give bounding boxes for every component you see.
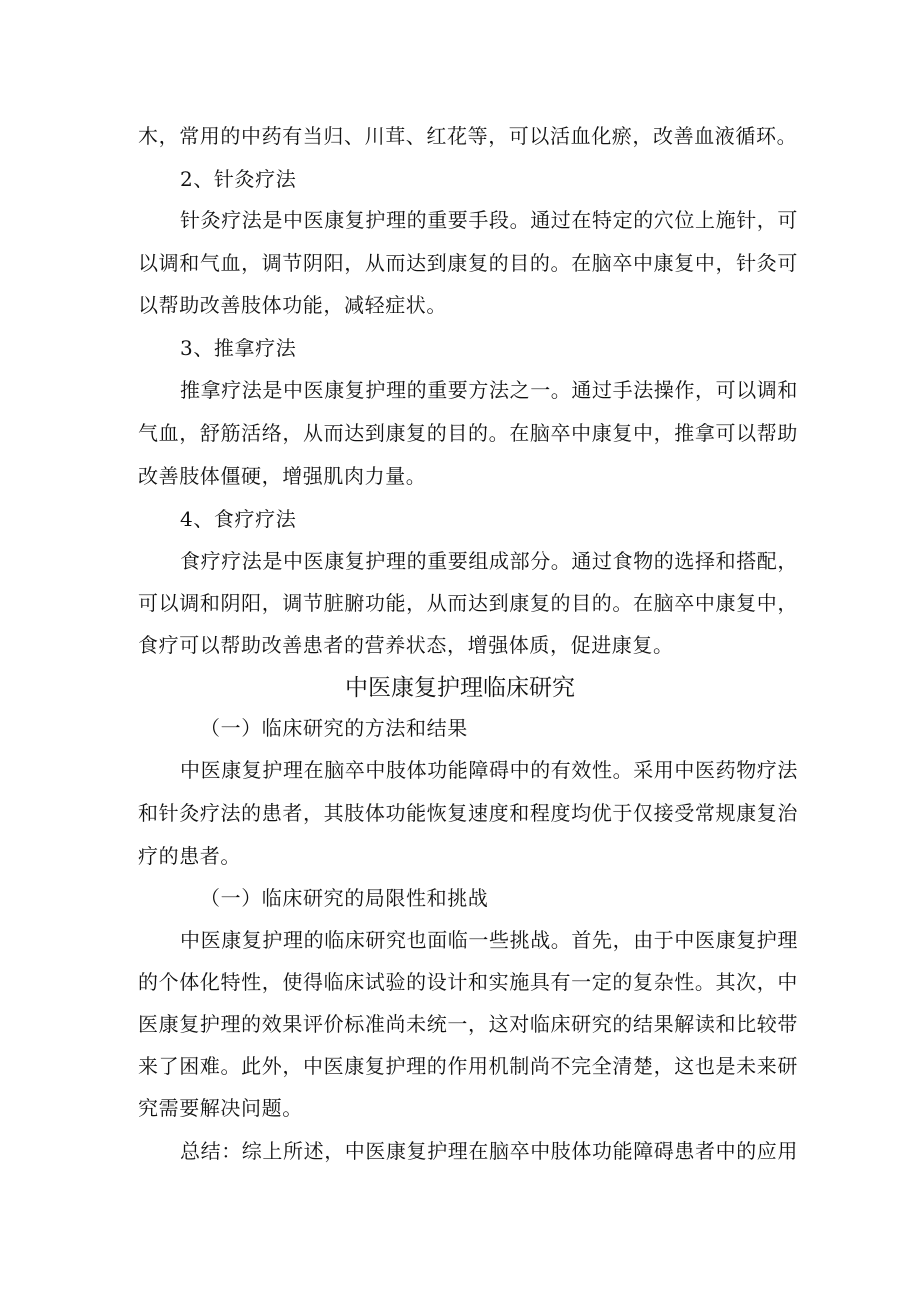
paragraph-line: 气血，舒筋活络，从而达到康复的目的。在脑卒中康复中，推拿可以帮助 [138,421,798,445]
paragraph-line: 木，常用的中药有当归、川茸、红花等，可以活血化瘀，改善血液循环。 [138,124,798,148]
paragraph-line: 针灸疗法是中医康复护理的重要手段。通过在特定的穴位上施针，可 [180,208,798,232]
paragraph-line: 疗的患者。 [138,844,241,868]
paragraph-line: 可以调和阴阳，调节脏腑功能，从而达到康复的目的。在脑卒中康复中， [138,591,798,615]
paragraph-line: 中医康复护理在脑卒中肢体功能障碍中的有效性。采用中医药物疗法 [180,758,798,782]
section-heading-acupuncture: 2、针灸疗法 [180,167,297,191]
section-heading-massage: 3、推拿疗法 [180,336,297,360]
paragraph-line: 改善肢体僵硬，增强肌肉力量。 [138,464,427,488]
subsection-heading-methods: （一）临床研究的方法和结果 [200,716,468,740]
summary-line: 总结：综上所述，中医康复护理在脑卒中肢体功能障碍患者中的应用 [180,1139,798,1163]
paragraph-line: 食疗可以帮助改善患者的营养状态，增强体质，促进康复。 [138,633,674,657]
paragraph-line: 医康复护理的效果评价标准尚未统一，这对临床研究的结果解读和比较带 [138,1012,798,1036]
paragraph-line: 以帮助改善肢体功能，减轻症状。 [138,293,447,317]
paragraph-line: 中医康复护理的临床研究也面临一些挑战。首先，由于中医康复护理 [180,928,798,952]
paragraph-line: 来了困难。此外，中医康复护理的作用机制尚不完全清楚，这也是未来研 [138,1054,798,1078]
paragraph-line: 究需要解决问题。 [138,1096,303,1120]
paragraph-line: 推拿疗法是中医康复护理的重要方法之一。通过手法操作，可以调和 [180,378,798,402]
paragraph-line: 的个体化特性，使得临床试验的设计和实施具有一定的复杂性。其次，中 [138,970,798,994]
paragraph-line: 和针灸疗法的患者，其肢体功能恢复速度和程度均优于仅接受常规康复治 [138,801,798,825]
paragraph-line: 食疗疗法是中医康复护理的重要组成部分。通过食物的选择和搭配， [180,549,798,573]
subsection-heading-limitations: （一）临床研究的局限性和挑战 [200,886,489,910]
section-title: 中医康复护理临床研究 [345,675,575,701]
paragraph-line: 以调和气血，调节阴阳，从而达到康复的目的。在脑卒中康复中，针灸可 [138,251,798,275]
section-heading-diet-therapy: 4、食疗疗法 [180,507,297,531]
